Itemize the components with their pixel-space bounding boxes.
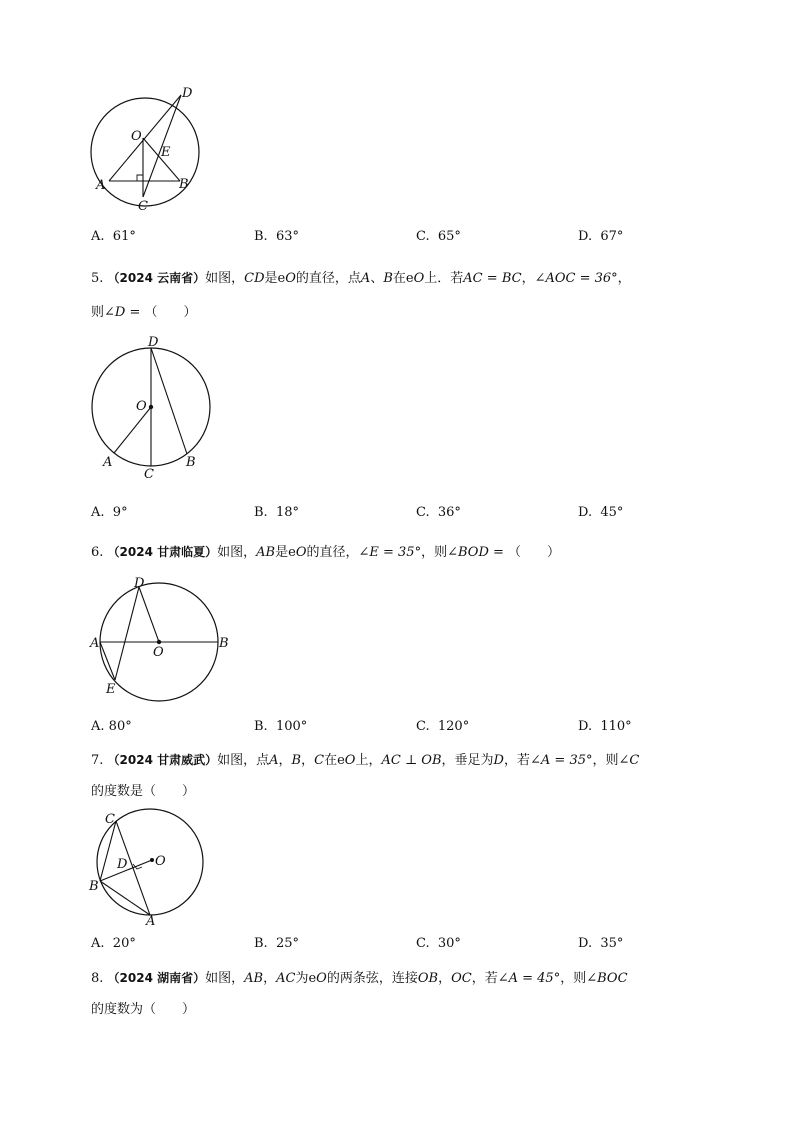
q6-option-d: D. 110°: [578, 719, 632, 734]
q4-label-c: C: [138, 199, 148, 214]
q5-figure: [86, 332, 216, 482]
q7-figure: [86, 808, 216, 928]
q5-label-b: B: [186, 455, 196, 470]
q5-option-c: C. 36°: [416, 505, 461, 520]
q6-option-c: C. 120°: [416, 719, 470, 734]
q4-option-d: D. 67°: [578, 229, 624, 244]
q6-label-b: B: [219, 636, 229, 651]
q4-label-d: D: [182, 86, 193, 101]
q6-label-d: D: [134, 576, 145, 591]
q6-source: （2024 甘肃临夏）: [107, 545, 218, 559]
q5-stem-line1: 5. （2024 云南省）如图，CD是eO的直径，点A、B在eO上．若AC = BC，∠AOC = 36°，: [91, 271, 631, 286]
q4-label-o: O: [131, 129, 142, 144]
q7-stem-line1: 7. （2024 甘肃威武）如图，点A，B，C在eO上，AC ⊥ OB，垂足为D，若∠A = 35°，则∠C: [91, 753, 640, 768]
q5-option-a: A. 9°: [91, 505, 128, 520]
q5-source: （2024 云南省）: [107, 271, 206, 285]
q6-label-o: O: [153, 645, 164, 660]
q4-label-e: E: [161, 145, 171, 160]
q5-label-d: D: [148, 335, 159, 350]
q7-stem-line2: 的度数是（ ）: [91, 784, 196, 799]
q4-option-a: A. 61°: [91, 229, 136, 244]
q6-label-a: A: [90, 636, 100, 651]
q5-label-o: O: [136, 399, 147, 414]
q5-stem-line2: 则∠D = （ ）: [91, 305, 197, 320]
q6-label-e: E: [106, 682, 116, 697]
q7-option-d: D. 35°: [578, 936, 624, 951]
q7-label-b: B: [89, 879, 99, 894]
q7-label-a: A: [146, 914, 156, 928]
q8-stem-line2: 的度数为（ ）: [91, 1002, 196, 1017]
q8-stem-line1: 8. （2024 湖南省）如图，AB，AC为eO的两条弦，连接OB，OC，若∠A = 45°，则∠BOC: [91, 971, 628, 986]
q7-option-a: A. 20°: [91, 936, 136, 951]
q7-source: （2024 甘肃威武）: [107, 753, 218, 767]
q7-option-c: C. 30°: [416, 936, 461, 951]
q5-label-c: C: [144, 467, 154, 482]
q6-stem-line1: 6. （2024 甘肃临夏）如图，AB是eO的直径，∠E = 35°，则∠BOD = （ ）: [91, 545, 561, 560]
q6-figure: [86, 572, 236, 702]
q4-label-a: A: [96, 178, 106, 193]
q7-label-d: D: [117, 857, 128, 872]
q7-option-b: B. 25°: [254, 936, 299, 951]
q4-figure: [86, 84, 216, 214]
q7-label-c: C: [105, 812, 115, 827]
q6-option-b: B. 100°: [254, 719, 308, 734]
q4-option-c: C. 65°: [416, 229, 461, 244]
q7-label-o: O: [155, 854, 166, 869]
q4-option-b: B. 63°: [254, 229, 299, 244]
q8-source: （2024 湖南省）: [107, 971, 206, 985]
q5-option-b: B. 18°: [254, 505, 299, 520]
q5-option-d: D. 45°: [578, 505, 624, 520]
q5-label-a: A: [103, 455, 113, 470]
q4-label-b: B: [179, 177, 189, 192]
q6-option-a: A. 80°: [91, 719, 132, 734]
